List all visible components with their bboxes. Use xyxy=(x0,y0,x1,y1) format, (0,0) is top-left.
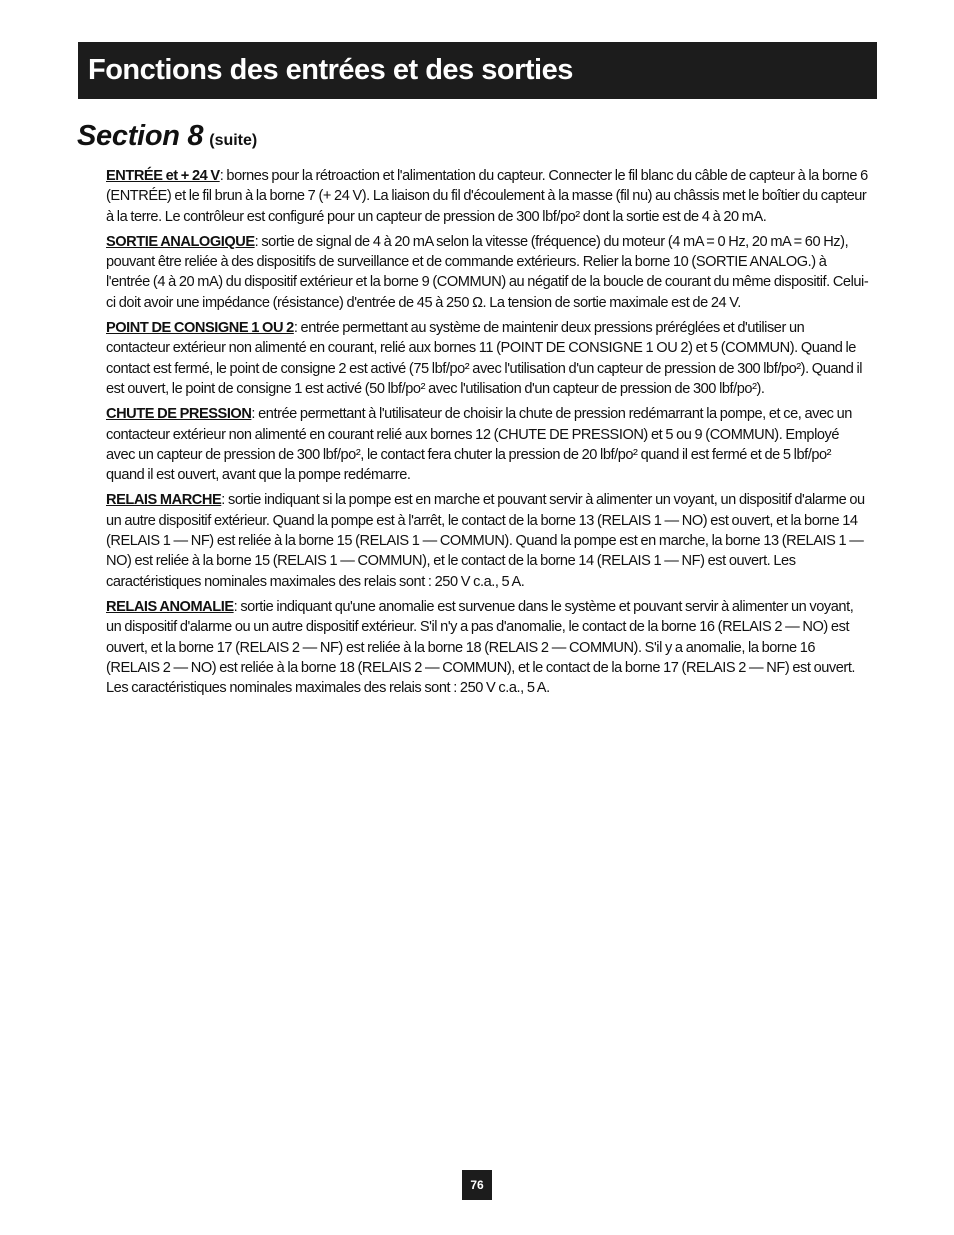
term-chute-de-pression: CHUTE DE PRESSION xyxy=(106,406,252,423)
paragraph-relais-anomalie xyxy=(106,597,871,698)
paragraph-text: : sortie indiquant qu'une anomalie est survenue dans le système et pouvant servir à alimenter un voyant, un dispositif d'alarme ou un autre dispositif extérieur. S'il n'y a pas d'anomalie, le contact de la borne 16 (RELAIS 2 — NO) est ouvert, et la borne 17 (RELAIS 2 — NF) est reliée à la borne 18 (RELAIS 2 — COMMUN). S'il y a anomalie, la borne 16 (RELAIS 2 — NO) est reliée à la borne 18 (RELAIS 2 — COMMUN), et le contact de la borne 17 (RELAIS 2 — NF) est ouvert. Les caractéristiques nominales maximales des relais sont : 250 V c.a., 5 A. xyxy=(106,598,856,697)
section-heading xyxy=(77,120,257,153)
paragraph-text: : sortie de signal de 4 à 20 mA selon la vitesse (fréquence) du moteur (4 mA = 0 Hz, 20 mA = 60 Hz), pouvant être reliée à des dispositifs de surveillance et de commande extérieurs. Relier la borne 10 (SORTIE ANALOG.) à l'entrée (4 à 20 mA) du dispositif extérieur et la borne 9 (COMMUN) au négatif de la boucle de courant du même dispositif. Celui-ci doit avoir une impédance (résistance) d'entrée de 45 à 250 Ω. La tension de sortie maximale est de 24 V. xyxy=(106,233,869,311)
paragraph-text: : entrée permettant au système de maintenir deux pressions préréglées et d'utiliser un contacteur extérieur non alimenté en courant, relié aux bornes 11 (POINT DE CONSIGNE 1 OU 2) et 5 (COMMUN). Quand le contact est fermé, le point de consigne 2 est activé (75 lbf/po² avec l'utilisation d'un capteur de pression de 300 lbf/po²). Quand il est ouvert, le point de consigne 1 est activé (50 lbf/po² avec l'utilisation d'un capteur de pression de 300 lbf/po²). xyxy=(106,320,863,397)
paragraph-chute-de-pression xyxy=(106,404,871,485)
section-label: Section 8 xyxy=(77,120,204,152)
paragraph-sortie-analogique xyxy=(106,232,871,313)
paragraph-text: : entrée permettant à l'utilisateur de choisir la chute de pression redémarrant la pompe, et ce, avec un contacteur extérieur non alimenté en courant relié aux bornes 12 (CHUTE DE PRESSION) et 5 ou 9 (COMMUN). Employé avec un capteur de pression de 300 lbf/po², le contact fera chuter la pression de 20 lbf/po² quand il est fermé et de 5 lbf/po² quand il est ouvert, avant que la pompe redémarre. xyxy=(106,406,852,484)
term-relais-anomalie: RELAIS ANOMALIE xyxy=(106,598,234,615)
paragraph-entree xyxy=(106,166,871,227)
term-relais-marche: RELAIS MARCHE xyxy=(106,492,222,509)
term-entree: ENTRÉE et + 24 V xyxy=(106,168,220,184)
paragraph-text: : sortie indiquant si la pompe est en marche et pouvant servir à alimenter un voyant, un dispositif d'alarme ou un autre dispositif extérieur. Quand la pompe est à l'arrêt, le contact de la borne 13 (RELAIS 1 — NO) est ouvert, et la borne 14 (RELAIS 1 — NF) est reliée à la borne 15 (RELAIS 1 — COMMUN). Quand la pompe est en marche, la borne 13 (RELAIS 1 — NO) est reliée à la borne 15 (RELAIS 1 — COMMUN), et le contact de la borne 14 (RELAIS 1 — NF) est ouvert. Les caractéristiques nominales maximales des relais sont : 250 V c.a., 5 A. xyxy=(106,492,865,590)
paragraph-relais-marche xyxy=(106,490,871,591)
content-body xyxy=(106,166,871,703)
section-suffix: (suite) xyxy=(209,132,258,149)
term-sortie-analogique: SORTIE ANALOGIQUE xyxy=(106,233,255,250)
page-number: 76 xyxy=(462,1170,492,1200)
paragraph-text: : bornes pour la rétroaction et l'alimentation du capteur. Connecter le fil blanc du câble de capteur à la borne 6 (ENTRÉE) et le fil brun à la borne 7 (+ 24 V). La liaison du fil d'écoulement à la masse (fil nu) au châssis met le boîtier du capteur à la terre. Le contrôleur est configuré pour un capteur de pression de 300 lbf/po² dont la sortie est de 4 à 20 mA. xyxy=(106,168,868,225)
term-point-de-consigne: POINT DE CONSIGNE 1 OU 2 xyxy=(106,320,294,337)
page-title: Fonctions des entrées et des sorties xyxy=(88,54,573,86)
header-bar xyxy=(78,42,877,99)
paragraph-point-de-consigne xyxy=(106,318,871,399)
